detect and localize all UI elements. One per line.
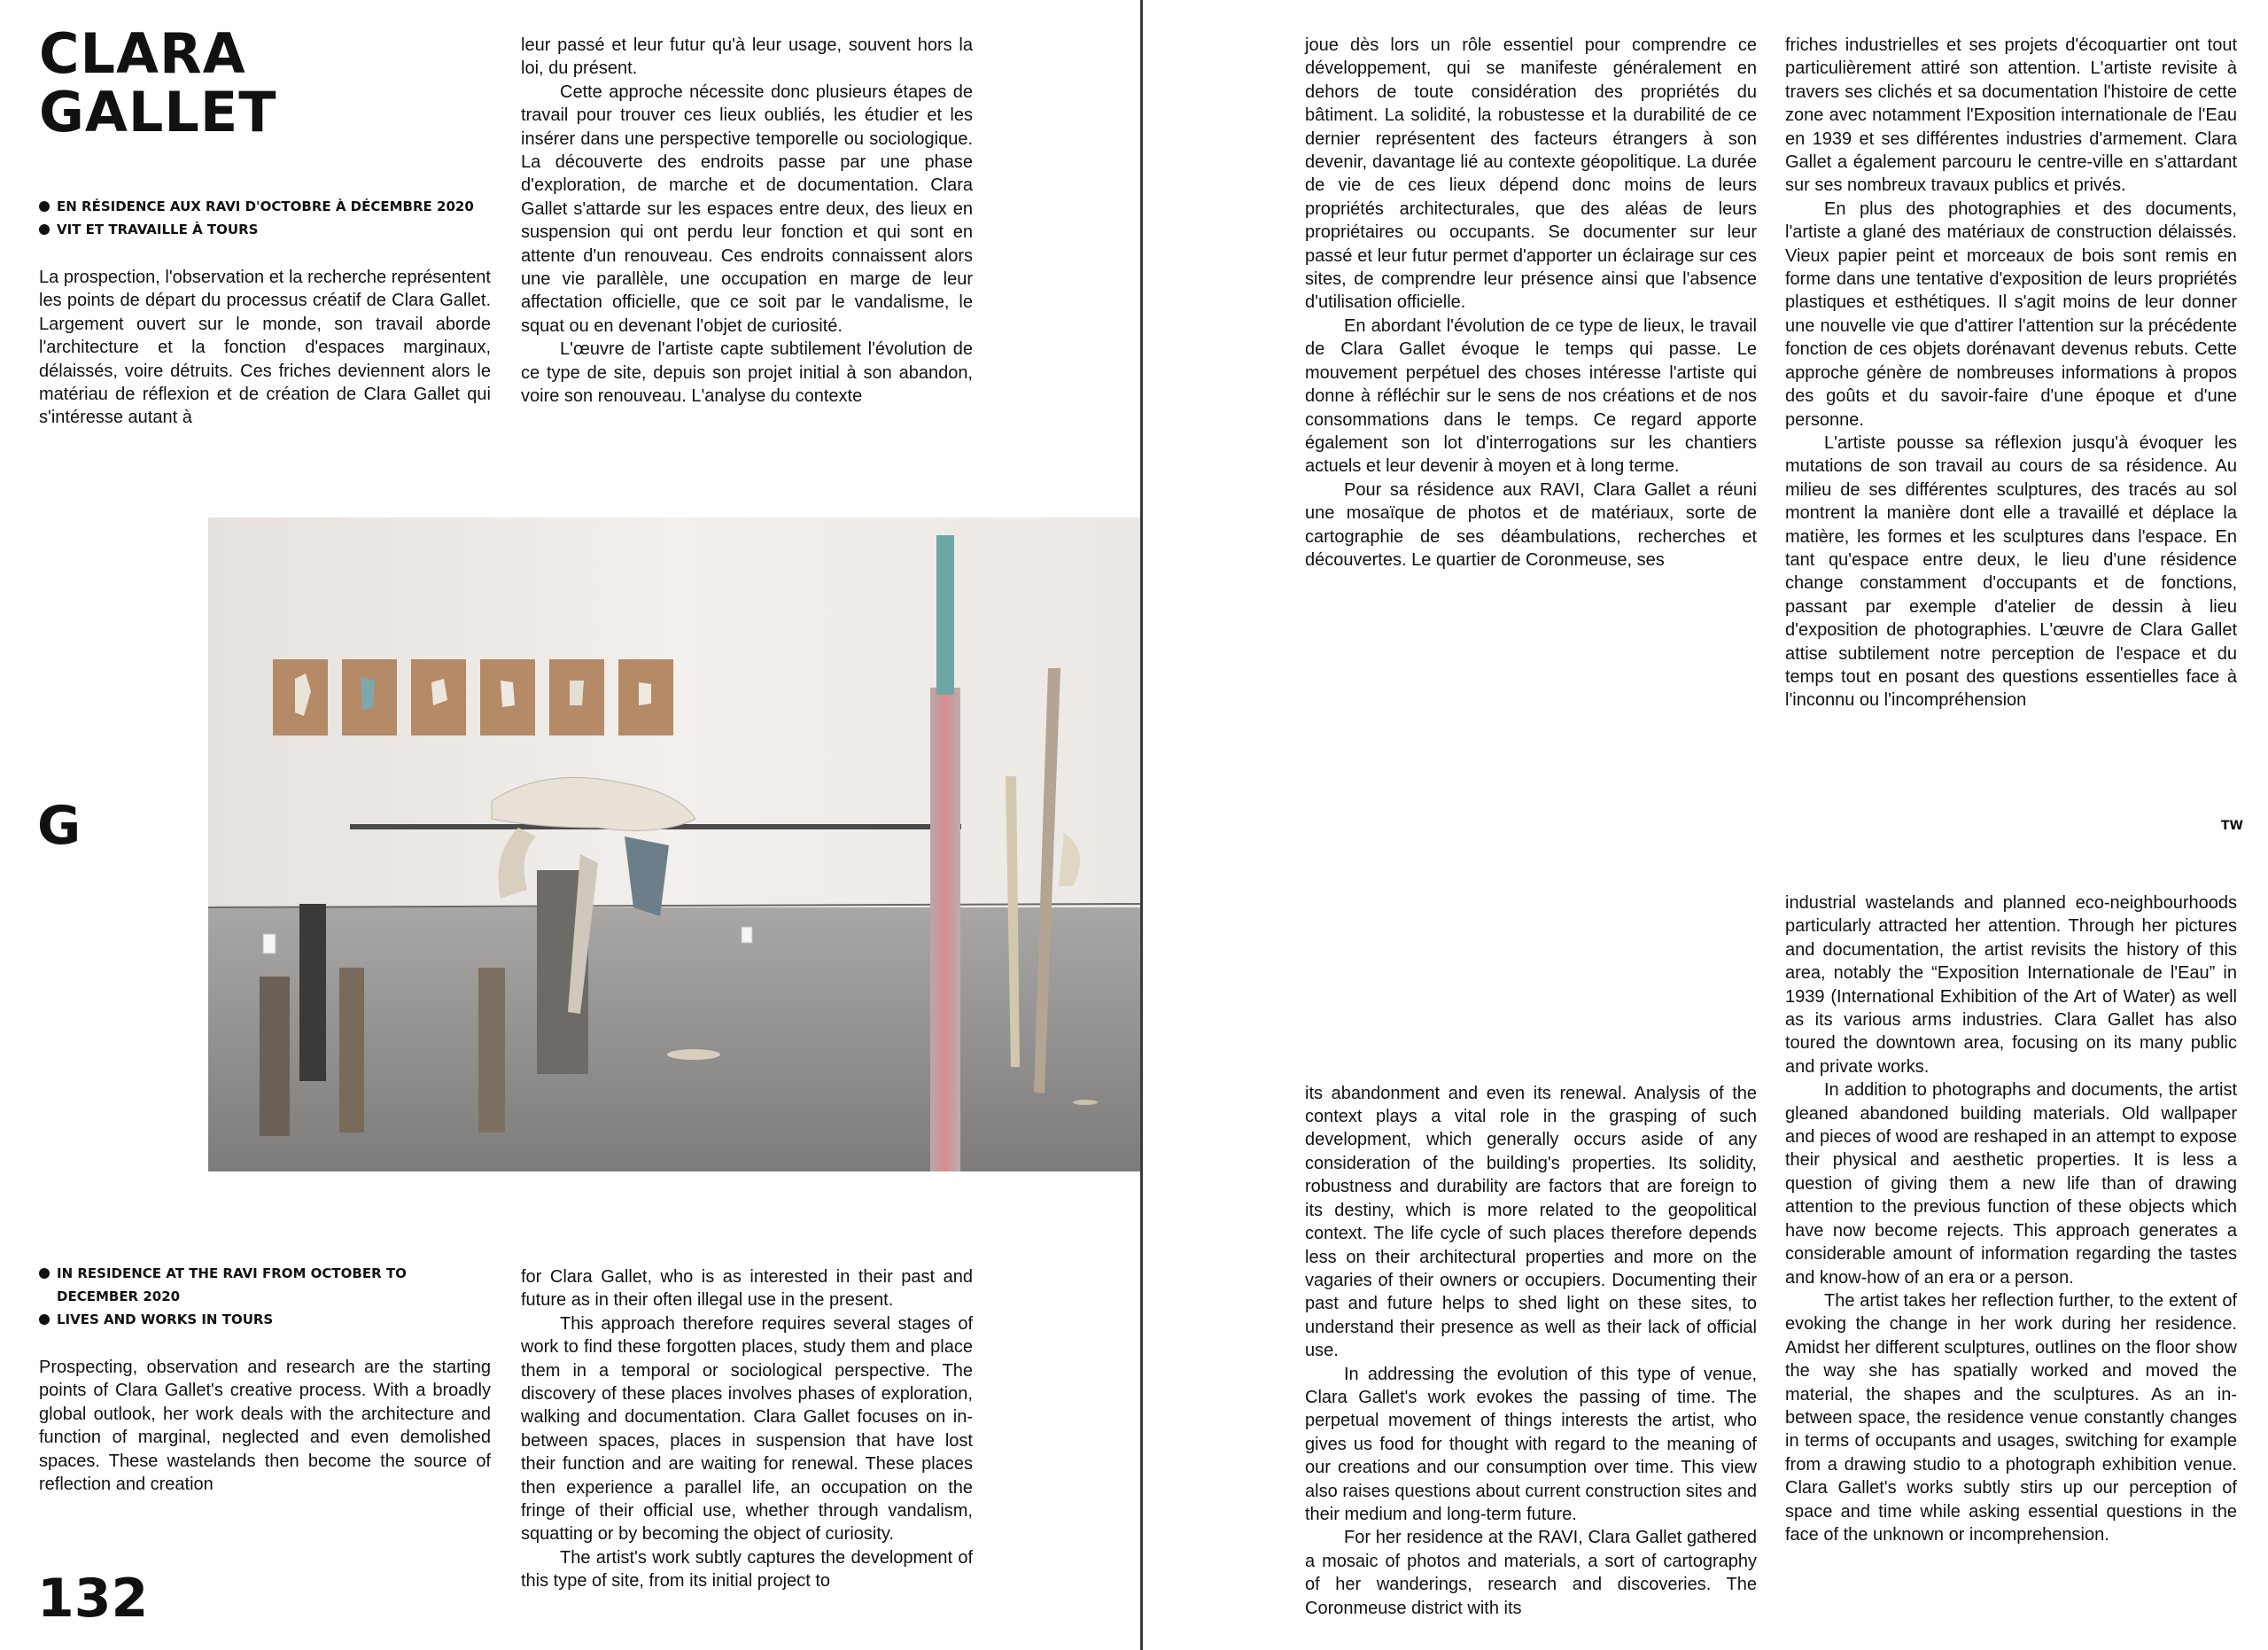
text-column-en-2 xyxy=(521,1265,973,1618)
text-column-en-4 xyxy=(1785,891,2237,1627)
exhibition-photo-illustration xyxy=(208,518,1140,1171)
paragraph: In addition to photographs and documents, the artist gleaned abandoned building materials. Old wallpaper and pieces of wood are reshaped in an attempt to expose their physical and aesthetic properties. It is less a question of giving them a new life than of drawing attention to the previous function of these objects which have now become rejects. This approach generates a considerable amount of information regarding the tastes and know-how of an era or a person. xyxy=(1785,1080,2237,1288)
page-number: 132 xyxy=(37,1568,149,1630)
paragraph: The artist takes her reflection further, to the extent of evoking the change in her work during her residence. Amidst her different sculptures, outlines on the floor show the way she has spatially worked and moved the material, the shapes and the sculptures. As an in-between space, the residence venue constantly changes in terms of occupants and usages, switching for example from a drawing studio to a photograph exhibition venue. Clara Gallet's works subtly stirs up our perception of space and time while asking essential questions in the face of the unknown or incomprehension. xyxy=(1785,1290,2237,1545)
paragraph: For her residence at the RAVI, Clara Gallet gathered a mosaic of photos and materials, a sort of cartography of her wanderings, research and discoveries. The Coronmeuse district with its xyxy=(1305,1528,1757,1618)
paragraph: This approach therefore requires several stages of work to find these forgotten places, study them and place them in a temporal or sociological perspective. The discovery of these places involves phases of exploration, walking and documentation. Clara Gallet focuses on in-between spaces, places in suspension that have lost their function and are waiting for renewal. These places then experience a parallel life, an occupation on the fringe of their official use, whether through vandalism, squatting or by becoming the object of curiosity. xyxy=(521,1313,973,1545)
title-line-first: CLARA xyxy=(39,21,246,86)
meta-item-lives-fr: VIT ET TRAVAILLE À TOURS xyxy=(39,218,474,241)
paragraph: En plus des photographies et des documents, l'artiste a glané des matériaux de construction délaissés. Vieux papier peint et morceaux de bois sont remis en forme dans une tentative d'exposition de leurs propriétés plastiques et esthétiques. Il s'agit moins de leur donner une nouvelle vie que d'attirer l'attention sur la précédente fonction de ces objets dorénavant devenus rebuts. Cette approche génère de nombreuses informations à propos des goûts et du savoir-faire d'une époque et d'une personne. xyxy=(1785,198,2237,430)
meta-list-fr xyxy=(39,195,474,241)
paragraph: Prospecting, observation and research are the starting points of Clara Gallet's creative process. With a broadly global outlook, her work deals with the architecture and function of marginal, neglected and even demolished spaces. These wastelands then become the source of reflection and creation xyxy=(39,1358,491,1495)
paragraph: friches industrielles et ses projets d'écoquartier ont tout particulièrement attiré son attention. L'artiste revisite à travers ses clichés et sa documentation l'histoire de cette zone avec notamment l'Exposition internationale de l'Eau en 1939 et ses différentes industries d'armement. Clara Gallet a également parcouru le centre-ville en s'attardant sur ses nombreux travaux publics et privés. xyxy=(1785,35,2237,196)
author-initials: TW xyxy=(2221,819,2243,833)
paragraph: In addressing the evolution of this type of venue, Clara Gallet's work evokes the passing of time. The perpetual movement of things interests the artist, who gives us food for thought with regard to the meaning of our creations and our consumption over time. This view also raises questions about current construction sites and their medium and long-term future. xyxy=(1305,1364,1757,1524)
paragraph: La prospection, l'observation et la recherche représentent les points de départ du processus créatif de Clara Gallet. Largement ouvert sur le monde, son travail aborde l'architecture et la fonction d'espaces marginaux, délaissés, voire détruits. Ces friches deviennent alors le matériau de réflexion et de création de Clara Gallet qui s'intéresse autant à xyxy=(39,268,491,428)
text-column-fr-3 xyxy=(1305,34,1757,595)
meta-item-lives-en: LIVES AND WORKS IN TOURS xyxy=(39,1308,447,1331)
text-column-fr-2 xyxy=(521,34,973,432)
dark-post xyxy=(299,904,326,1081)
paragraph: for Clara Gallet, who is as interested in their past and future as in their often illegal use in the present. xyxy=(521,1267,973,1311)
meta-item-residence-en: IN RESIDENCE AT THE RAVI FROM OCTOBER TO DECEMBER 2020 xyxy=(39,1262,447,1308)
text-column-fr-4 xyxy=(1785,34,2237,760)
paragraph: industrial wastelands and planned eco-neighbourhoods particularly attracted her attention. Through her pictures and documentation, the artist revisits the history of this area, notably the “Exposition Internationale de l'Eau” in 1939 (International Exhibition of the Art of Water) as well as its various arms industries. Clara Gallet has also toured the downtown area, focusing on its many public and private works. xyxy=(1785,893,2237,1077)
paragraph: joue dès lors un rôle essentiel pour comprendre ce développement, qui se manifeste généralement en dehors de toute considération des propriétés du bâtiment. La solidité, la robustesse et la durabilité de ce dernier représentent des facteurs étrangers à son devenir, davantage lié au contexte géopolitique. La durée de vie de ces lieux dépend donc moins de leurs propriétés architecturales, que des aléas de leurs propriétaires ou occupants. Se documenter sur leur passé et leur futur permet d'apporter un éclairage sur ces sites, de comprendre leur présence ainsi que l'absence d'utilisation officielle. xyxy=(1305,35,1757,313)
paragraph: L'œuvre de l'artiste capte subtilement l'évolution de ce type de site, depuis son projet initial à son abandon, voire son renouveau. L'analyse du contexte xyxy=(521,339,973,407)
painted-pole xyxy=(930,688,960,1171)
right-page xyxy=(1142,0,2268,1650)
meta-list-en xyxy=(39,1262,447,1331)
text-column-en-3 xyxy=(1305,975,1757,1620)
text-column-fr-1 xyxy=(39,266,491,432)
section-letter: G xyxy=(37,795,82,857)
paragraph: En abordant l'évolution de ce type de lieux, le travail de Clara Gallet évoque le temps qui passe. Le mouvement perpétuel des choses intéresse l'artiste qui donne à réfléchir sur le sens de nos créations et de nos consommations dans le temps. Ce regard apporte également son lot d'interrogations sur les chantiers actuels et leur devenir à moyen et à long terme. xyxy=(1305,315,1757,477)
artist-name-title xyxy=(39,21,277,144)
meta-item-residence-fr: EN RÉSIDENCE AUX RAVI D'OCTOBRE À DÉCEMBRE 2020 xyxy=(39,195,474,218)
paragraph: The artist's work subtly captures the development of this type of site, from its initial project to xyxy=(521,1547,973,1592)
text-column-en-1 xyxy=(39,1356,491,1501)
paragraph: leur passé et leur futur qu'à leur usage, souvent hors la loi, du présent. xyxy=(521,35,973,79)
exhibition-photo xyxy=(208,518,1140,1171)
title-line-last: GALLET xyxy=(39,80,277,144)
paragraph: Pour sa résidence aux RAVI, Clara Gallet a réuni une mosaïque de photos et de matériaux, sorte de cartographie de ses déambulations, recherches et découvertes. Le quartier de Coronmeuse, ses xyxy=(1305,479,1757,570)
paragraph: its abandonment and even its renewal. Analysis of the context plays a vital role in the grasping of such development, which generally occurs aside of any consideration of the building's properties. Its solidity, robustness and durability are factors that are foreign to its destiny, which is more related to the geopolitical context. The life cycle of such places therefore depends less on their architectural properties and more on the vagaries of their owners or occupiers. Documenting their past and future helps to shed light on these sites, to understand their presence as well as their lack of official use. xyxy=(1305,1083,1757,1361)
paragraph: L'artiste pousse sa réflexion jusqu'à évoquer les mutations de son travail au cours de sa résidence. Au milieu de ses différentes sculptures, des tracés au sol montrent la manière dont elle a travaillé et déplace la matière, les formes et les sculptures dans l'espace. En tant qu'espace entre deux, le lieu d'une résidence change constamment d'occupants et de fonctions, passant par exemple d'atelier de dessin à lieu d'exposition de photographies. L'œuvre de Clara Gallet attise subtilement notre perception de l'espace et du temps tout en posant des questions essentielles face à l'inconnu ou l'incompréhension xyxy=(1785,432,2237,711)
paragraph: Cette approche nécessite donc plusieurs étapes de travail pour trouver ces lieux oubliés, les étudier et les insérer dans une perspective temporelle ou sociologique. La découverte des endroits passe par une phase d'exploration, de marche et de documentation. Clara Gallet s'attarde sur les espaces entre deux, des lieux en suspension qui ont perdu leur fonction et qui sont en attente d'un renouveau. Ces endroits connaissent alors une vie parallèle, une occupation en marge de leur affectation officielle, que ce soit par le vandalisme, le squat ou en devenant l'objet de curiosité. xyxy=(521,82,973,336)
